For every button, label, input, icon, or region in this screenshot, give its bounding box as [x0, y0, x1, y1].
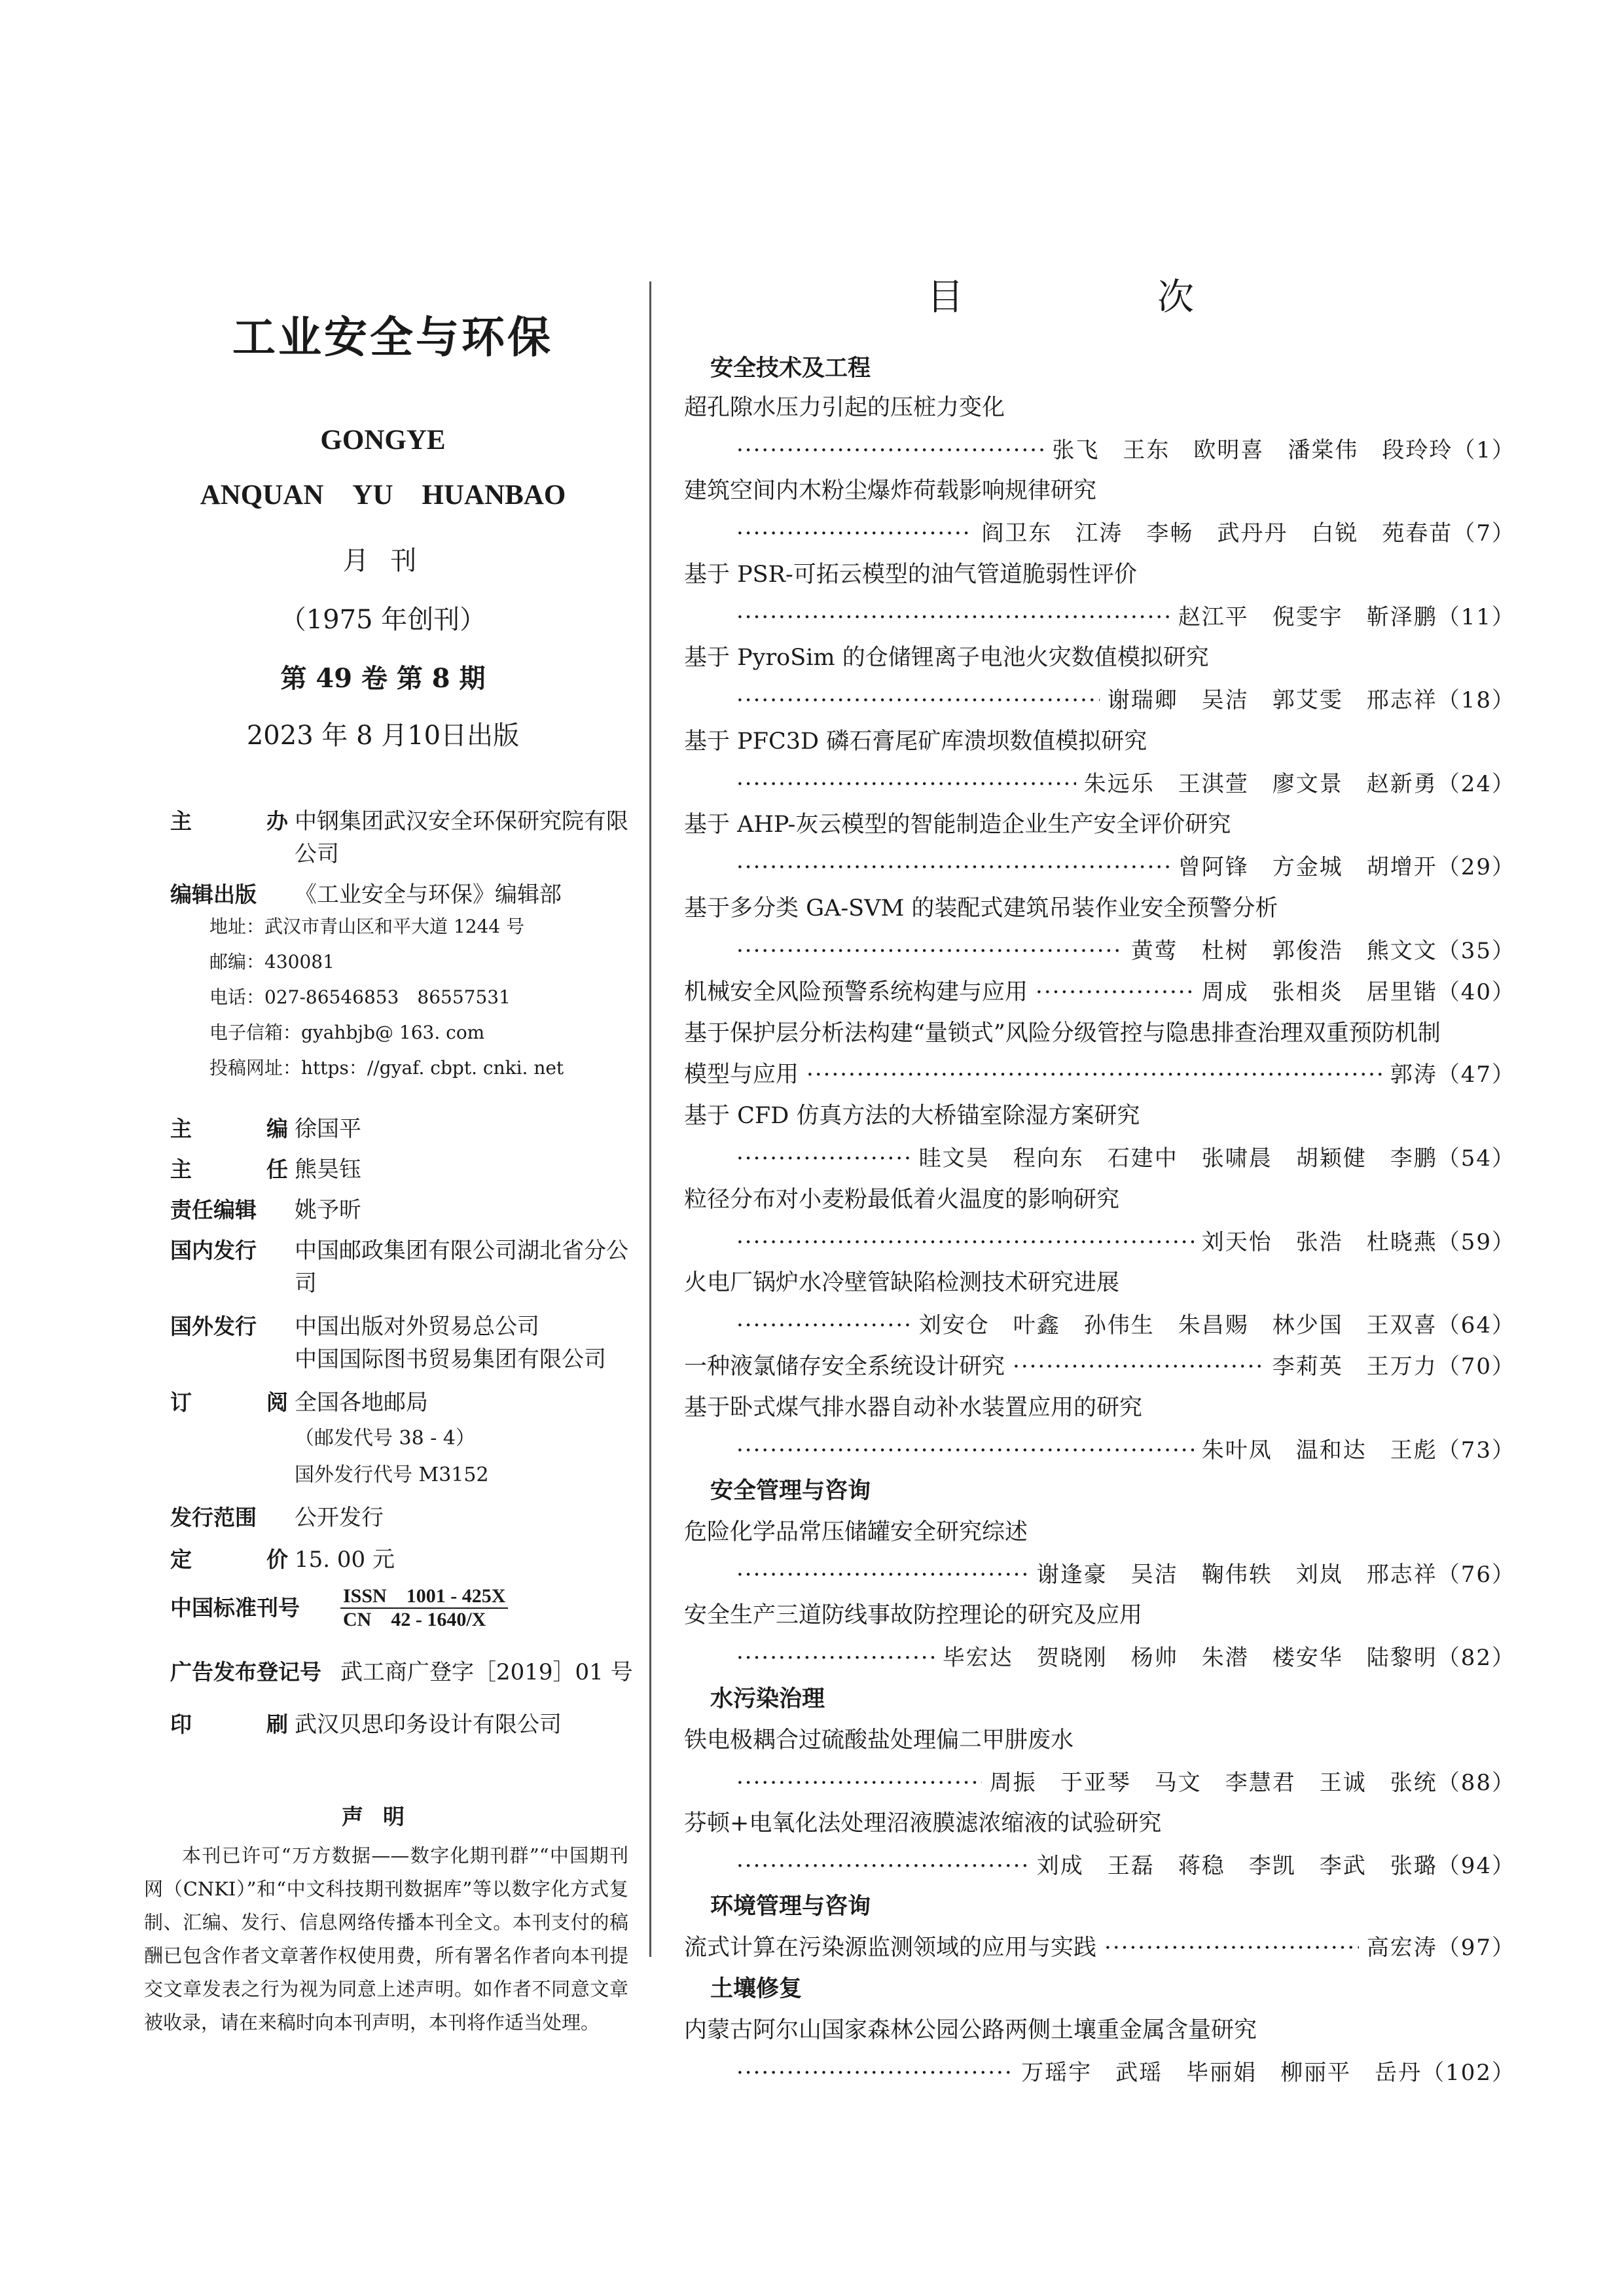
article-title[interactable]: 危险化学品常压储罐安全研究综述 [684, 1519, 1028, 1545]
article-title[interactable]: 火电厂锅炉水冷壁管缺陷检测技术研究进展 [684, 1270, 1120, 1296]
article-title[interactable]: 内蒙古阿尔山国家森林公园公路两侧土壤重金属含量研究 [684, 2017, 1257, 2043]
email: 电子信箱：gyahbjb@ 163. com [209, 1022, 485, 1043]
pinyin-line-2 [131, 479, 635, 511]
article-title[interactable]: 基于保护层分析法构建“量锁式”风险分级管控与隐患排查治理双重预防机制 [684, 1020, 1441, 1047]
article-entry[interactable] [684, 1929, 1515, 1962]
article-authors: 李莉英 王万力（70） [1272, 1354, 1515, 1380]
scope-row [170, 1501, 384, 1534]
price-label: 定 价 [170, 1547, 288, 1572]
article-title[interactable]: 安全生产三道防线事故防控理论的研究及应用 [684, 1602, 1143, 1628]
resp-editor-row [170, 1194, 361, 1227]
article-entry[interactable] [684, 1056, 1515, 1089]
article-authors: ····· 周振 于亚琴 马文 李慧君 王诚 张统（88） [736, 1765, 1515, 1797]
section-heading: 水污染治理 [710, 1686, 825, 1712]
article-authors: ····· 赵江平 倪雯宇 靳泽鹏（11） [736, 599, 1515, 631]
pinyin-word: ANQUAN [200, 480, 324, 511]
scope-value: 公开发行 [295, 1505, 384, 1531]
article-entry[interactable] [684, 974, 1515, 1007]
article-title[interactable]: 基于多分类 GA-SVM 的装配式建筑吊装作业安全预警分析 [684, 895, 1278, 922]
ad-value: 武工商广登字［2019］01 号 [340, 1659, 633, 1685]
issn-block [340, 1585, 508, 1631]
subscribe-label: 订 阅 [170, 1390, 288, 1415]
section-heading: 安全技术及工程 [710, 355, 871, 382]
article-authors: ····· 朱叶凤 温和达 王彪（73） [736, 1432, 1515, 1464]
article-authors: ····· 阎卫东 江涛 李畅 武丹丹 白锐 苑春苗（7） [736, 515, 1515, 547]
statement-title: 声明 [342, 1804, 424, 1829]
foreign-label: 国外发行 [170, 1314, 257, 1339]
article-title[interactable]: 超孔隙水压力引起的压桩力变化 [684, 395, 1005, 421]
postal-code: （邮发代号 38 - 4） [295, 1427, 476, 1450]
printer-row [170, 1708, 562, 1741]
article-title[interactable]: 基于卧式煤气排水器自动补水装置应用的研究 [684, 1395, 1143, 1421]
article-authors: ····· 刘安仓 叶鑫 孙伟生 朱昌赐 林少国 王双喜（64） [736, 1307, 1515, 1339]
article-authors: ····· 刘天怡 张浩 杜晓燕（59） [736, 1224, 1515, 1256]
website: 投稿网址：https：//gyaf. cbpt. cnki. net [209, 1057, 564, 1079]
volume-issue: 第 49 卷 第 8 期 [280, 663, 486, 694]
editing-row [170, 878, 562, 911]
director-label: 主 任 [170, 1157, 288, 1182]
article-title[interactable]: 芬顿+电氧化法处理沼液膜滤浓缩液的试验研究 [684, 1810, 1162, 1837]
sponsor-label: 主 办 [170, 808, 288, 834]
pinyin-word: YU [352, 480, 393, 511]
section-heading: 土壤修复 [710, 1976, 803, 2002]
pinyin-word: HUANBAO [422, 480, 566, 511]
toc-title: 目 次 [927, 276, 1272, 319]
article-title[interactable]: 机械安全风险预警系统构建与应用 [684, 979, 1028, 1005]
article-authors: ····· 眭文昊 程向东 石建中 张啸晨 胡颖健 李鹏（54） [736, 1140, 1515, 1172]
publication-date: 2023 年 8 月10日出版 [246, 721, 520, 751]
chief-editor-row [170, 1113, 361, 1145]
foreign-code: 国外发行代号 M3152 [295, 1463, 489, 1486]
std-number-row [170, 1585, 508, 1631]
article-title[interactable]: 建筑空间内木粉尘爆炸荷载影响规律研究 [684, 478, 1097, 504]
article-authors: ····· 谢瑞卿 吴洁 郭艾雯 邢志祥（18） [736, 682, 1515, 714]
director-value: 熊昊钰 [295, 1157, 361, 1183]
scope-label: 发行范围 [170, 1505, 257, 1530]
article-authors: ····· 万瑶宇 武瑶 毕丽娟 柳丽平 岳丹（102） [736, 2054, 1515, 2087]
article-authors: ····· 张飞 王东 欧明喜 潘棠伟 段玲玲（1） [736, 432, 1515, 464]
price-row [170, 1543, 395, 1576]
article-title[interactable]: 基于 PyroSim 的仓储锂离子电池火灾数值模拟研究 [684, 645, 1209, 671]
foreign-value-2: 中国国际图书贸易集团有限公司 [295, 1346, 606, 1372]
foreign-value [295, 1310, 606, 1376]
column-divider [649, 281, 651, 1957]
article-entry[interactable] [684, 1348, 1515, 1381]
domestic-value: 中国邮政集团有限公司湖北省分公司 [295, 1238, 628, 1297]
resp-editor-label: 责任编辑 [170, 1197, 257, 1223]
journal-logo: 工业安全与环保 [232, 312, 553, 363]
domestic-row [170, 1234, 628, 1300]
cn-number: CN 42 - 1640/X [343, 1609, 486, 1630]
masthead-column [131, 308, 635, 2034]
sponsor-value: 中钢集团武汉安全环保研究院有限公司 [295, 808, 628, 867]
article-title[interactable]: 基于 PSR-可拓云模型的油气管道脆弱性评价 [684, 562, 1137, 588]
ad-label: 广告发布登记号 [170, 1659, 321, 1685]
article-authors: 高宏涛（97） [1366, 1935, 1515, 1961]
pinyin-line-1: GONGYE [320, 425, 446, 456]
sponsor-row [170, 805, 628, 870]
address: 地址：武汉市青山区和平大道 1244 号 [209, 916, 525, 937]
editing-label: 编辑出版 [170, 882, 257, 907]
printer-value: 武汉贝思印务设计有限公司 [295, 1712, 562, 1738]
domestic-label: 国内发行 [170, 1238, 257, 1263]
phone: 电话：027-86546853 86557531 [209, 986, 511, 1008]
article-title[interactable]: 一种液氯储存安全系统设计研究 [684, 1354, 1005, 1380]
article-authors: ····· 曾阿锋 方金城 胡增开（29） [736, 849, 1515, 881]
chief-editor-value: 徐国平 [295, 1116, 361, 1142]
article-title[interactable]: 基于 PFC3D 磷石膏尾矿库溃坝数值模拟研究 [684, 728, 1147, 755]
article-authors: 周成 张相炎 居里锴（40） [1201, 979, 1515, 1005]
ad-row [170, 1656, 633, 1689]
founded-year: （1975 年创刊） [280, 605, 486, 635]
article-title-continued[interactable]: 模型与应用 [684, 1062, 799, 1088]
article-authors: ····· 刘成 王磊 蒋稳 李凯 李武 张璐（94） [736, 1848, 1515, 1880]
subscribe-row [170, 1386, 428, 1419]
statement-body: 本刊已许可“万方数据——数字化期刊群”“中国期刊网（CNKI）”和“中文科技期刊数据库”等以数字化方式复制、汇编、发行、信息网络传播本刊全文。本刊支付的稿酬已包含作者文章著作权使用费，所有署名作者向本刊提交文章发表之行为视为同意上述声明。如作者不同意文章被收录，请在来稿时向本刊声明，本刊将作适当处理。 [144, 1844, 628, 2034]
price-value: 15. 00 元 [295, 1547, 395, 1573]
resp-editor-value: 姚予昕 [295, 1197, 361, 1223]
article-authors: ····· 黄莺 杜树 郭俊浩 熊文文（35） [736, 933, 1515, 965]
std-number-label: 中国标准刊号 [170, 1595, 300, 1621]
article-authors: 郭涛（47） [1390, 1062, 1515, 1088]
article-authors: ····· 朱远乐 王淇萱 廖文景 赵新勇（24） [736, 766, 1515, 798]
article-authors: ····· 毕宏达 贺晓刚 杨帅 朱潜 楼安华 陆黎明（82） [736, 1640, 1515, 1672]
article-authors: ····· 谢逢豪 吴洁 鞠伟轶 刘岚 邢志祥（76） [736, 1556, 1515, 1588]
section-heading: 环境管理与咨询 [710, 1893, 871, 1920]
foreign-value-1: 中国出版对外贸易总公司 [295, 1314, 539, 1340]
article-title[interactable]: 基于 CFD 仿真方法的大桥锚室除湿方案研究 [684, 1103, 1140, 1129]
chief-editor-label: 主 编 [170, 1116, 288, 1141]
article-title[interactable]: 粒径分布对小麦粉最低着火温度的影响研究 [684, 1187, 1120, 1213]
article-title[interactable]: 流式计算在污染源监测领域的应用与实践 [684, 1935, 1097, 1961]
article-title[interactable]: 基于 AHP-灰云模型的智能制造企业生产安全评价研究 [684, 812, 1231, 838]
director-row [170, 1153, 361, 1186]
section-heading: 安全管理与咨询 [710, 1478, 871, 1504]
printer-label: 印 刷 [170, 1712, 288, 1737]
article-title[interactable]: 铁电极耦合过硫酸盐处理偏二甲肼废水 [684, 1727, 1074, 1753]
frequency: 月 刊 [342, 546, 424, 576]
subscribe-value: 全国各地邮局 [295, 1390, 428, 1416]
postcode: 邮编：430081 [209, 951, 334, 973]
foreign-row [170, 1310, 606, 1376]
issn-number: ISSN 1001 - 425X [340, 1585, 508, 1609]
editing-value: 《工业安全与环保》编辑部 [295, 882, 562, 908]
